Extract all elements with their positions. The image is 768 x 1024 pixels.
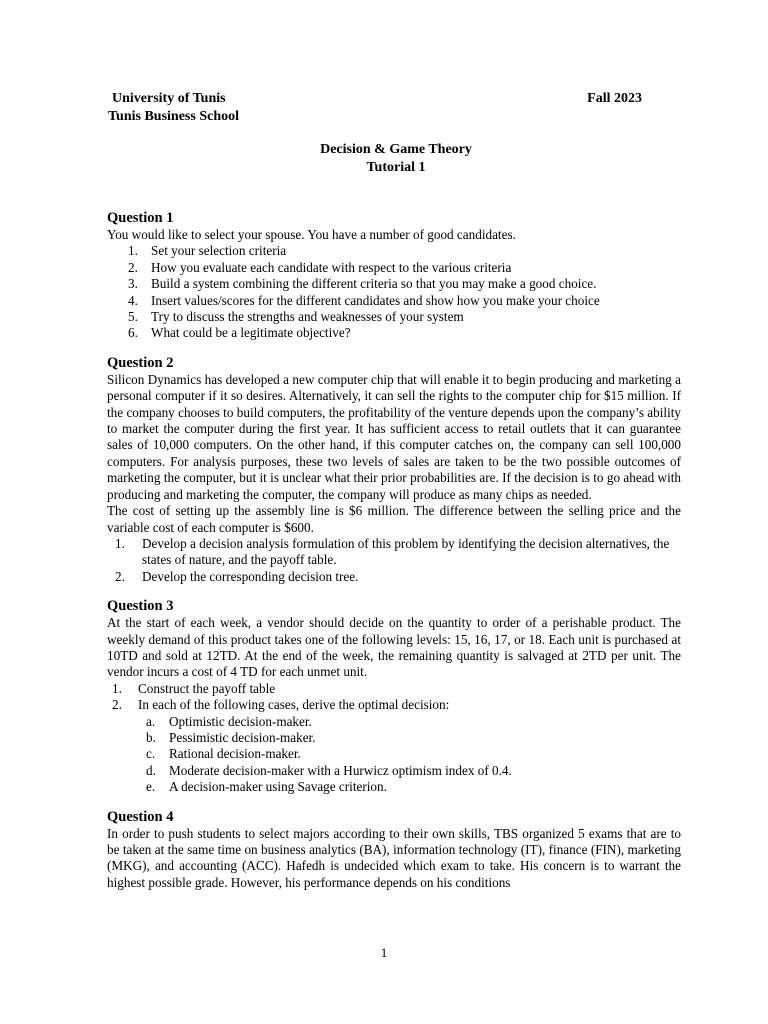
school-name: Tunis Business School [108,109,239,124]
institution-block [108,90,239,126]
item-text: Try to discuss the strengths and weaknesses of your system [151,309,464,325]
item-text: Set your selection criteria [151,243,287,259]
item-letter: d. [146,762,156,778]
question-heading: Question 4 [107,808,174,825]
item-text: In each of the following cases, derive the optimal decision: [138,697,450,713]
item-text: A decision-maker using Savage criterion. [169,779,387,795]
item-letter: e. [146,779,156,795]
list-item [107,325,681,341]
question-heading: Question 1 [107,210,174,226]
case-list [107,714,681,796]
list-item [107,746,681,762]
list-item [107,276,681,292]
item-number: 1. [112,680,122,696]
item-text: Optimistic decision-maker. [169,713,312,729]
list-item [107,714,681,730]
question-paragraph: The cost of setting up the assembly line is $6 million. The difference between the selling price and the variable cost of each computer is $600. [107,503,681,535]
item-number: 2. [128,259,138,275]
list-item [107,569,681,585]
list-item [107,779,681,795]
item-letter: b. [146,729,156,745]
item-letter: c. [146,746,156,762]
university-name: University of Tunis [112,91,226,106]
question-3 [107,597,681,795]
item-text: Construct the payoff table [138,680,276,696]
list-item [107,536,681,569]
item-text: Develop a decision analysis formulation of this problem by identifying the decision alternatives, the states of nature, and the payoff table. [142,535,670,568]
item-letter: a. [146,713,156,729]
item-text: What could be a legitimate objective? [151,325,351,341]
document-title [0,141,768,177]
question-paragraph: At the start of each week, a vendor should decide on the quantity to order of a perishable product. The weekly demand of this product takes one of the following levels: 15, 16, 17, or 18. Each unit is purchased at 10TD and sold at 12TD. At the end of the week, the remaining quantity is salvaged at 2TD per unit. The vendor incurs a cost of 4 TD for each unmet unit. [107,615,681,680]
item-number: 5. [128,309,138,325]
item-text: Rational decision-maker. [169,746,301,762]
question-2 [107,354,681,585]
list-item [107,730,681,746]
item-number: 1. [128,243,138,259]
course-title: Decision & Game Theory [320,142,472,157]
question-4 [107,808,681,892]
term-label: Fall 2023 [587,91,642,106]
item-text: Pessimistic decision-maker. [169,729,316,745]
list-item [107,763,681,779]
list-item [107,697,681,713]
task-list [107,681,681,714]
item-text: Develop the corresponding decision tree. [142,568,359,584]
list-item [107,260,681,276]
item-text: How you evaluate each candidate with respect to the various criteria [151,259,512,275]
item-number: 3. [128,276,138,292]
item-number: 2. [112,697,122,713]
question-paragraph: Silicon Dynamics has developed a new computer chip that will enable it to begin producing and marketing a personal computer if it so desires. Alternatively, it can sell the rights to the computer chip for $15 million. If the company chooses to build computers, the profitability of the venture depends upon the company’s ability to market the computer during the first year. It has sufficient access to retail outlets that it can guarantee sales of 10,000 computers. On the other hand, if this computer catches on, the company can sell 100,000 computers. For analysis purposes, these two levels of sales are taken to be the two possible outcomes of marketing the computer, but it is unclear what their prior probabilities are. If the decision is to go ahead with producing and marketing the computer, the company will produce as many chips as needed. [107,371,681,502]
question-heading: Question 3 [107,598,174,615]
list-item [107,293,681,309]
item-text: Build a system combining the different criteria so that you may make a good choice. [151,276,597,292]
task-list [107,536,681,585]
list-item [107,309,681,325]
item-text: Insert values/scores for the different candidates and show how you make your choice [151,292,600,308]
item-number: 6. [128,325,138,341]
item-number: 2. [115,568,125,584]
item-text: Moderate decision-maker with a Hurwicz optimism index of 0.4. [169,762,512,778]
question-1 [107,209,681,342]
item-number: 1. [115,535,125,551]
question-paragraph: In order to push students to select majors according to their own skills, TBS organized 5 exams that are to be taken at the same time on business analytics (BA), information technology (IT), finance (FIN), marketing (MKG), and accounting (ACC). Hafedh is undecided which exam to take. His concern is to warrant the highest possible grade. However, his performance depends on his conditions [107,825,681,890]
item-number: 4. [128,292,138,308]
tutorial-title: Tutorial 1 [366,160,426,175]
task-list [107,243,681,341]
list-item [107,243,681,259]
document-body [107,209,681,891]
page-number: 1 [380,945,388,960]
question-intro: You would like to select your spouse. You have a number of good candidates. [107,227,516,242]
list-item [107,681,681,697]
question-heading: Question 2 [107,354,174,371]
